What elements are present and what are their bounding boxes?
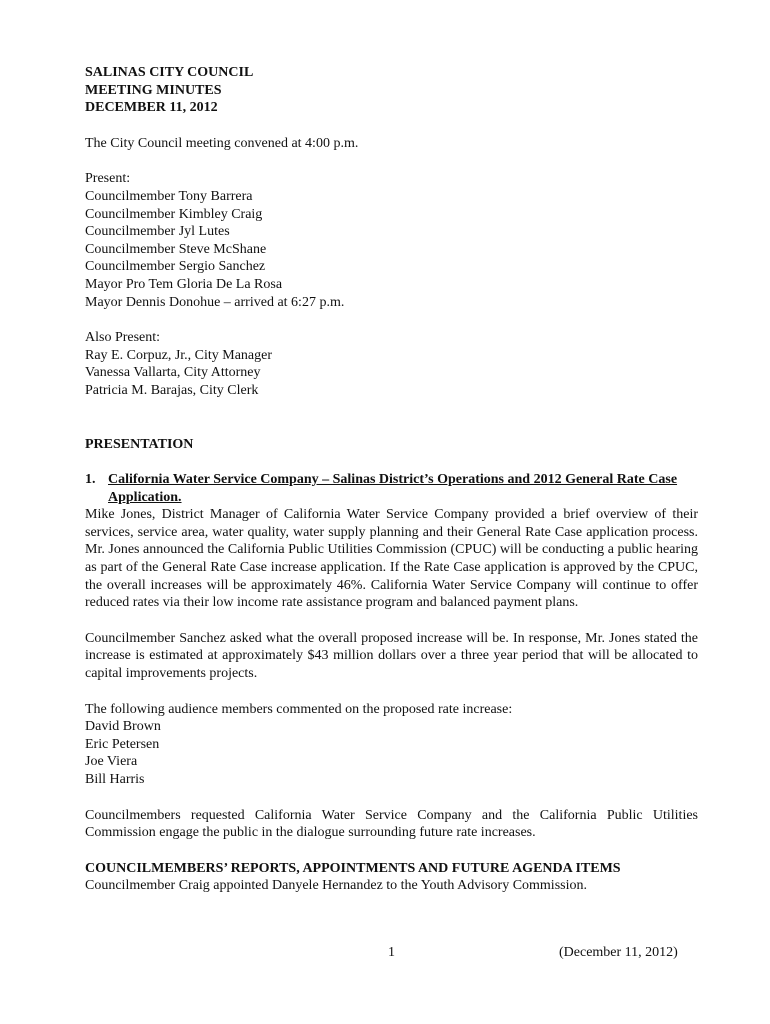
also-present-member: Vanessa Vallarta, City Attorney [85,365,261,381]
audience-member: Bill Harris [85,772,145,787]
page-number: 1 [388,945,395,960]
reports-text: Councilmember Craig appointed Danyele Hernandez to the Youth Advisory Commission. [85,878,587,894]
audience-member: Joe Viera [85,754,138,770]
present-member: Councilmember Kimbley Craig [85,206,263,222]
also-present-label: Also Present: [85,330,161,346]
presentation-item-heading [85,471,698,506]
present-member: Mayor Pro Tem Gloria De La Rosa [85,276,283,292]
audience-member: David Brown [85,719,161,735]
presentation-paragraph: Mike Jones, District Manager of California Water Service Company provided a brief overview of their services, service area, water quality, water supply planning and their General Rate Case application process. Mr. Jones announced the California Public Utilities Commission (CPUC) will be conducting a public hearing as part of the General Rate Case increase application. If the Rate Case application is approved by the CPUC, the overall increases will be approximately 46%. California Water Service Company will continue to offer reduced rates via their low income rate assistance program and balanced payment plans. [85,507,698,611]
header-org: SALINAS CITY COUNCIL [85,65,254,80]
present-label: Present: [85,171,131,187]
present-member: Councilmember Sergio Sanchez [85,259,266,275]
also-present-member: Ray E. Corpuz, Jr., City Manager [85,347,273,363]
item-number: 1. [85,472,96,488]
present-member: Councilmember Steve McShane [85,241,267,257]
audience-intro: The following audience members commented on the proposed rate increase: [85,701,513,717]
question-paragraph: Councilmember Sanchez asked what the overall proposed increase will be. In response, Mr. Jones stated the increase is estimated at approximately $43 million dollars over a three year period that will be allocated to capital improvements projects. [85,630,698,682]
also-present-list [85,329,698,399]
presentation-heading: PRESENTATION [85,436,194,452]
page-footer [0,944,770,962]
item-title: California Water Service Company – Salinas District’s Operations and 2012 General Rate Case Application. [108,472,678,505]
header-date: DECEMBER 11, 2012 [85,100,218,116]
document-page [85,64,698,895]
present-list [85,170,698,311]
reports-heading: COUNCILMEMBERS’ REPORTS, APPOINTMENTS AND FUTURE AGENDA ITEMS [85,860,621,876]
footer-date: (December 11, 2012) [559,945,678,960]
request-paragraph: Councilmembers requested California Water Service Company and the California Public Utilities Commission engage the public in the dialogue surrounding future rate increases. [85,807,698,841]
audience-member: Eric Petersen [85,736,160,752]
document-header [85,64,698,117]
header-title: MEETING MINUTES [85,82,222,98]
convened-statement: The City Council meeting convened at 4:00 p.m. [85,135,359,151]
also-present-member: Patricia M. Barajas, City Clerk [85,382,259,398]
audience-list [85,701,698,789]
present-member: Councilmember Jyl Lutes [85,224,230,240]
present-member: Mayor Dennis Donohue – arrived at 6:27 p.m. [85,294,345,310]
present-member: Councilmember Tony Barrera [85,188,253,204]
